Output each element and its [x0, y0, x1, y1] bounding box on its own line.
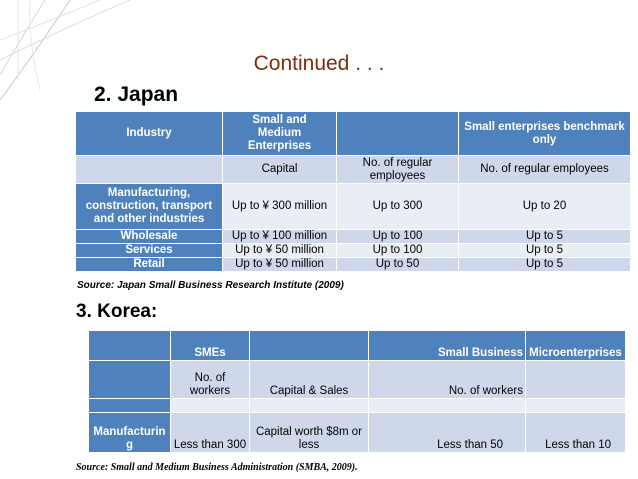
- subheader-empty: [89, 361, 171, 399]
- subheader-workers: No. of workers: [171, 361, 250, 399]
- subheader-regular-employees-small: No. of regular employees: [459, 156, 631, 184]
- japan-heading: 2. Japan: [94, 83, 179, 106]
- row-industry: Wholesale: [76, 230, 223, 244]
- row-small: Up to 5: [459, 230, 631, 244]
- korea-table: [88, 330, 626, 453]
- korea-heading: 3. Korea:: [76, 301, 158, 322]
- row-capital: Up to ¥ 50 million: [223, 244, 337, 258]
- header-small-benchmark: Small enterprises benchmark only: [459, 112, 631, 156]
- row-micro: Less than 10: [526, 413, 626, 453]
- spacer-cell: [171, 399, 250, 413]
- row-employees: Up to 50: [337, 258, 459, 272]
- row-capital: Up to ¥ 50 million: [223, 258, 337, 272]
- header-small-business: Small Business: [369, 331, 526, 361]
- spacer-cell: [526, 399, 626, 413]
- row-industry: Retail: [76, 258, 223, 272]
- japan-table: [75, 111, 631, 272]
- row-industry: Manufacturing: [89, 413, 171, 453]
- subheader-regular-employees: No. of regular employees: [337, 156, 459, 184]
- header-empty: [89, 331, 171, 361]
- subheader-capital-sales: Capital & Sales: [250, 361, 369, 399]
- header-empty: [337, 112, 459, 156]
- japan-source: Source: Japan Small Business Research Institute (2009): [77, 280, 344, 291]
- header-empty: [250, 331, 369, 361]
- subheader-empty: [76, 156, 223, 184]
- row-industry: Manufacturing, construction, transport and other industries: [76, 184, 223, 230]
- subheader-empty: [526, 361, 626, 399]
- header-micro: Microenterprises: [526, 331, 626, 361]
- header-industry: Industry: [76, 112, 223, 156]
- row-employees: Up to 100: [337, 244, 459, 258]
- subheader-workers-small: No. of workers: [369, 361, 526, 399]
- row-industry: Services: [76, 244, 223, 258]
- row-small: Up to 5: [459, 258, 631, 272]
- row-capital: Capital worth $8m or less: [250, 413, 369, 453]
- korea-source: Source: Small and Medium Business Administration (SMBA, 2009).: [76, 462, 358, 473]
- header-small-medium: Small and Medium Enterprises: [223, 112, 337, 156]
- spacer-cell: [369, 399, 526, 413]
- slide-title: Continued . . .: [253, 52, 385, 75]
- subheader-capital: Capital: [223, 156, 337, 184]
- spacer-cell: [89, 399, 171, 413]
- row-small: Up to 20: [459, 184, 631, 230]
- row-capital: Up to ¥ 300 million: [223, 184, 337, 230]
- row-workers: Less than 300: [171, 413, 250, 453]
- header-smes: SMEs: [171, 331, 250, 361]
- row-small: Up to 5: [459, 244, 631, 258]
- row-capital: Up to ¥ 100 million: [223, 230, 337, 244]
- spacer-cell: [250, 399, 369, 413]
- row-small: Less than 50: [369, 413, 526, 453]
- row-employees: Up to 100: [337, 230, 459, 244]
- row-employees: Up to 300: [337, 184, 459, 230]
